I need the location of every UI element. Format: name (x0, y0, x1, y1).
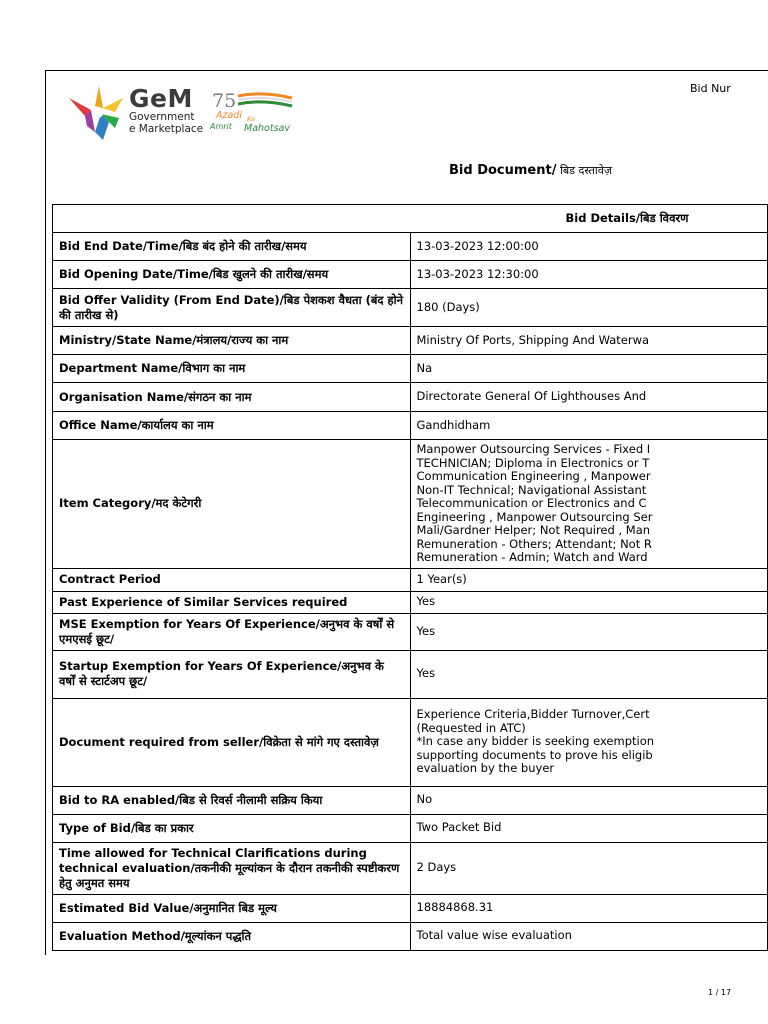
table-row (53, 843, 768, 895)
field-value-line: Directorate General Of Lighthouses And (416, 389, 647, 404)
table-row (53, 895, 768, 923)
field-value (411, 327, 768, 355)
table-row (53, 327, 768, 355)
table-row (53, 412, 768, 440)
field-label: Startup Exemption for Years Of Experience/अनुभव के वर्षों से स्टार्टअप छूट/ (53, 651, 411, 699)
field-value (411, 614, 768, 651)
document-title-hi: बिड दस्तावेज़ (556, 164, 612, 177)
table-row (53, 261, 768, 289)
field-value (411, 383, 768, 412)
field-value-line: supporting documents to prove his eligib (416, 747, 653, 762)
field-label: Contract Period (53, 569, 411, 592)
field-value (411, 569, 768, 592)
field-value (411, 440, 768, 569)
field-value (411, 699, 768, 787)
table-row (53, 383, 768, 412)
field-label: Estimated Bid Value/अनुमानित बिड मूल्य (53, 895, 411, 923)
field-value-line: 13-03-2023 12:30:00 (416, 266, 539, 281)
field-value-line: Non-IT Technical; Navigational Assistant (416, 482, 647, 497)
field-label: Time allowed for Technical Clarifications during technical evaluation/तकनीकी मूल्यांकन के दौरान तकनीकी स्पष्टीकरण हेतु अनुमत समय (53, 843, 411, 895)
field-value-line: 13-03-2023 12:00:00 (416, 238, 539, 253)
bid-details-table (52, 204, 768, 951)
field-value (411, 289, 768, 327)
field-value-line: Experience Criteria,Bidder Turnover,Cert (416, 707, 650, 722)
field-value-line: Two Packet Bid (416, 820, 502, 835)
field-value-line: 18884868.31 (416, 900, 494, 915)
table-row (53, 440, 768, 569)
ka-word: Ka (247, 115, 256, 123)
page-number: 1 / 17 (708, 988, 732, 997)
table-row (53, 815, 768, 843)
table-row (53, 614, 768, 651)
field-value (411, 412, 768, 440)
section-header-row (53, 205, 768, 233)
field-value-line: Mali/Gardner Helper; Not Required , Man (416, 523, 651, 537)
field-value-line: 180 (Days) (416, 299, 480, 314)
field-value-line: Yes (416, 623, 436, 638)
field-label: Item Category/मद केटेगरी (53, 440, 411, 569)
azadi-word: Azadi (216, 110, 242, 121)
field-label: Document required from seller/विक्रेता से मांगे गए दस्तावेज़ (53, 699, 411, 787)
field-value (411, 923, 768, 951)
field-value-line: 1 Year(s) (416, 571, 467, 586)
table-row (53, 233, 768, 261)
table-row (53, 355, 768, 383)
field-value-line: evaluation by the buyer (416, 761, 555, 776)
field-value-line: Na (416, 360, 433, 375)
field-value-line: Yes (416, 666, 436, 681)
amrit-word: Amrit (210, 122, 232, 131)
field-label: Evaluation Method/मूल्यांकन पद्धति (53, 923, 411, 951)
field-value-line: Gandhidham (416, 417, 491, 432)
field-value (411, 787, 768, 815)
field-label: MSE Exemption for Years Of Experience/अनुभव के वर्षों से एमएसई छूट/ (53, 614, 411, 651)
bid-number-label: Bid Nur (690, 82, 731, 95)
field-value (411, 233, 768, 261)
field-label: Office Name/कार्यालय का नाम (53, 412, 411, 440)
section-title: Bid Details/बिड विवरण (53, 205, 768, 233)
azadi-ka-amrit-mahotsav-logo (210, 90, 300, 135)
field-label: Bid End Date/Time/बिड बंद होने की तारीख/समय (53, 233, 411, 261)
logo-line-government: Government (129, 111, 195, 123)
field-value-line: (Requested in ATC) (416, 720, 526, 735)
field-value (411, 261, 768, 289)
field-label: Bid to RA enabled/बिड से रिवर्स नीलामी सक्रिय किया (53, 787, 411, 815)
table-row (53, 289, 768, 327)
field-value (411, 592, 768, 614)
table-row (53, 699, 768, 787)
field-label: Past Experience of Similar Services required (53, 592, 411, 614)
field-label: Department Name/विभाग का नाम (53, 355, 411, 383)
document-title-en: Bid Document/ (449, 163, 557, 178)
field-label: Bid Opening Date/Time/बिड खुलने की तारीख/समय (53, 261, 411, 289)
field-value-line: Total value wise evaluation (416, 928, 572, 943)
table-row (53, 651, 768, 699)
logo-brand: GeM (129, 84, 193, 113)
field-value (411, 843, 768, 895)
field-value-line: No (416, 792, 433, 807)
field-label: Ministry/State Name/मंत्रालय/राज्य का नाम (53, 327, 411, 355)
field-value-line: Remuneration - Admin; Watch and Ward (416, 550, 648, 564)
mahotsav-word: Mahotsav (244, 123, 290, 134)
field-value (411, 355, 768, 383)
table-row (53, 569, 768, 592)
field-label: Bid Offer Validity (From End Date)/बिड पेशकश वैधता (बंद होने की तारीख से) (53, 289, 411, 327)
table-row (53, 787, 768, 815)
field-value-line: Telecommunication or Electronics and C (416, 496, 647, 510)
field-value-line: 2 Days (416, 860, 457, 875)
logo-line-marketplace: e Marketplace (129, 123, 204, 135)
field-value (411, 651, 768, 699)
svg-text:75: 75 (212, 90, 237, 112)
field-value-line: Manpower Outsourcing Services - Fixed I (416, 442, 651, 456)
table-row (53, 592, 768, 614)
field-value (411, 815, 768, 843)
field-value-line: Yes (416, 594, 436, 609)
field-value-line: TECHNICIAN; Diploma in Electronics or T (416, 455, 650, 470)
field-label: Organisation Name/संगठन का नाम (53, 383, 411, 412)
field-value-line: Communication Engineering , Manpower (416, 469, 651, 483)
field-value-line: Remuneration - Others; Attendant; Not R (416, 536, 652, 551)
document-title (449, 163, 612, 178)
field-value-line: Engineering , Manpower Outsourcing Ser (416, 509, 653, 524)
field-value-line: Ministry Of Ports, Shipping And Waterwa (416, 332, 650, 347)
field-value-line: *In case any bidder is seeking exemption (416, 734, 655, 749)
field-label: Type of Bid/बिड का प्रकार (53, 815, 411, 843)
field-value (411, 895, 768, 923)
gem-logo-text (129, 86, 203, 135)
table-row (53, 923, 768, 951)
